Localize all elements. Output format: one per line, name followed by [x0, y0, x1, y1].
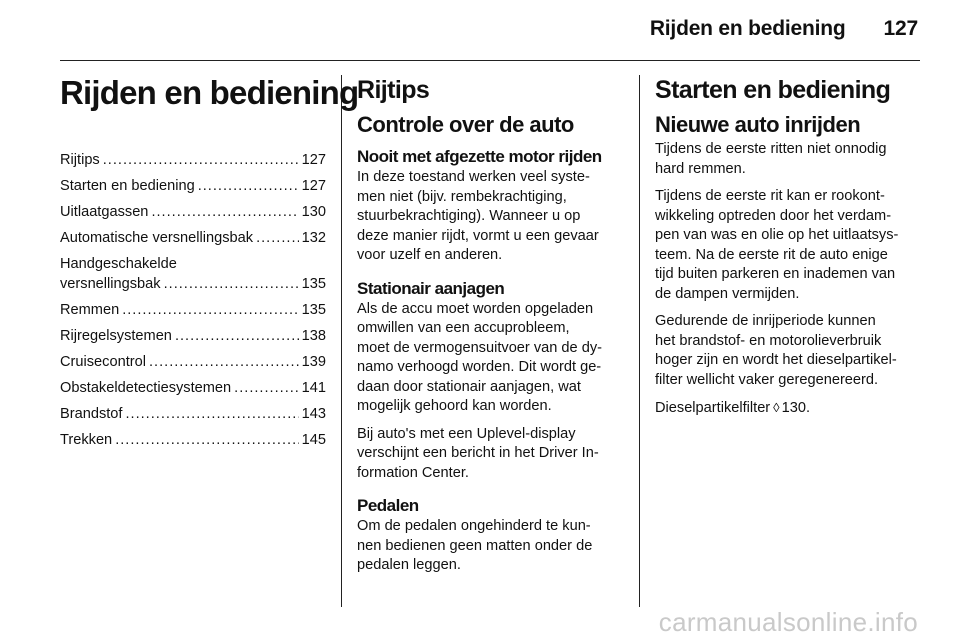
toc-line — [60, 176, 326, 196]
toc-line — [60, 228, 326, 248]
toc-leader-dots — [125, 404, 298, 424]
toc-line — [60, 352, 326, 372]
toc-entry-title: Rijtips — [60, 152, 100, 168]
toc-entry-page[interactable]: 145 — [301, 432, 326, 448]
toc-entry[interactable] — [60, 300, 326, 320]
section-heading: Stationair aanjagen — [357, 278, 505, 298]
toc-entry[interactable] — [60, 176, 326, 196]
starten-subheading: Nieuwe auto inrijden — [655, 112, 861, 137]
rijtips-section — [357, 278, 621, 484]
toc-line — [60, 404, 326, 424]
toc-entry[interactable] — [60, 254, 326, 294]
toc-entry-page[interactable]: 127 — [301, 178, 326, 194]
toc-entry[interactable] — [60, 228, 326, 248]
toc-leader-dots — [151, 202, 298, 222]
rijtips-section — [357, 495, 621, 576]
toc-leader-dots — [256, 228, 299, 248]
toc-entry-title: Cruisecontrol — [60, 354, 146, 370]
xref-label: Dieselpartikelfilter — [655, 400, 771, 416]
table-of-contents — [60, 150, 326, 450]
toc-entry-title: Trekken — [60, 432, 113, 448]
toc-line — [60, 274, 326, 294]
chapter-column — [60, 70, 359, 456]
section-heading: Nooit met afgezette motor rijden — [357, 147, 602, 166]
toc-leader-dots — [234, 378, 298, 398]
text-line: het brandstof- en motorolieverbruik — [655, 332, 882, 349]
text-line: men niet (bijv. rembekrachtiging, — [357, 188, 567, 205]
toc-entry-title: Uitlaatgassen — [60, 204, 149, 220]
body-paragraph — [655, 140, 919, 179]
toc-line — [60, 430, 326, 450]
section-heading: Pedalen — [357, 496, 419, 515]
toc-line — [60, 378, 326, 398]
rijtips-subheading: Controle over de auto — [357, 112, 574, 137]
starten-paragraphs — [655, 140, 919, 390]
toc-entry[interactable] — [60, 404, 326, 424]
toc-entry-title: Obstakeldetectiesystemen — [60, 380, 232, 396]
toc-line — [60, 202, 326, 222]
chapter-title: Rijden en bediening — [60, 74, 359, 111]
text-line: pedalen leggen. — [357, 557, 461, 573]
rijtips-section — [357, 146, 621, 266]
running-header — [650, 17, 918, 41]
toc-line — [60, 326, 326, 346]
toc-entry-page[interactable]: 139 — [301, 354, 326, 370]
toc-entry[interactable] — [60, 352, 326, 372]
text-line: In deze toestand werken veel syste- — [357, 169, 590, 185]
text-line: tijd buiten parkeren en inademen van — [655, 266, 896, 282]
column-divider-2 — [639, 75, 640, 607]
toc-entry-title: Automatische versnellingsbak — [60, 230, 254, 246]
toc-entry[interactable] — [60, 150, 326, 170]
text-line: de dampen vermijden. — [655, 285, 800, 302]
toc-leader-dots — [103, 150, 299, 170]
body-paragraph — [655, 187, 919, 304]
toc-leader-dots — [175, 326, 299, 346]
toc-leader-dots — [149, 352, 299, 372]
text-line: filter wellicht vaker geregenereerd. — [655, 371, 879, 388]
toc-entry-page[interactable]: 132 — [301, 230, 326, 246]
rijtips-sections — [357, 146, 621, 576]
toc-entry-title: Remmen — [60, 302, 120, 318]
text-line: daan door stationair aanjagen, wat — [357, 378, 581, 395]
toc-entry-title: versnellingsbak — [60, 276, 161, 292]
watermark: carmanualsonline.info — [658, 607, 918, 637]
body-paragraph — [357, 300, 621, 417]
toc-entry[interactable] — [60, 202, 326, 222]
text-line: stuurbekrachtiging). Wanneer u op — [357, 208, 581, 224]
text-line: voor uzelf en anderen. — [357, 247, 503, 263]
text-line: Om de pedalen ongehinderd te kun- — [357, 518, 591, 534]
header-page-number: 127 — [883, 17, 918, 40]
toc-entry-page[interactable]: 143 — [301, 406, 326, 422]
text-line: nen bedienen geen matten onder de — [357, 537, 593, 554]
text-line: deze manier rijdt, vormt u een gevaar — [357, 227, 599, 244]
text-line: formation Center. — [357, 464, 469, 481]
rijtips-heading: Rijtips — [357, 76, 430, 104]
text-line: hoger zijn en wordt het dieselpartikel- — [655, 352, 897, 368]
text-line: verschijnt een bericht in het Driver In- — [357, 445, 599, 461]
toc-leader-dots — [115, 430, 298, 450]
toc-entry-page[interactable]: 135 — [301, 276, 326, 292]
text-line: Tijdens de eerste rit kan er rookont- — [655, 188, 885, 204]
text-line: hard remmen. — [655, 160, 746, 177]
text-line: Bij auto's met een Uplevel-display — [357, 425, 576, 442]
column-divider-1 — [341, 75, 342, 607]
toc-entry-page[interactable]: 135 — [301, 302, 326, 318]
toc-leader-dots — [164, 274, 299, 294]
toc-entry-title-line1: Handgeschakelde — [60, 256, 177, 272]
text-line: moet de vermogensuitvoer van de dy- — [357, 339, 602, 356]
text-line: namo verhoogd worden. Dit wordt ge- — [357, 359, 602, 375]
toc-entry[interactable] — [60, 326, 326, 346]
body-paragraph — [357, 425, 621, 484]
body-paragraph — [357, 168, 621, 266]
toc-entry-page[interactable]: 138 — [301, 328, 326, 344]
arrow-reference-icon: ◊ — [773, 400, 780, 415]
xref-page[interactable]: 130. — [781, 400, 811, 416]
header-rule — [60, 60, 920, 61]
body-paragraph — [655, 312, 919, 390]
toc-entry-title: Brandstof — [60, 406, 123, 422]
toc-leader-dots — [122, 300, 298, 320]
toc-leader-dots — [198, 176, 299, 196]
text-line: Gedurende de inrijperiode kunnen — [655, 313, 876, 329]
text-line: wikkeling optreden door het verdam- — [655, 207, 892, 224]
text-line: Als de accu moet worden opgeladen — [357, 300, 594, 317]
toc-entry[interactable] — [60, 430, 326, 450]
toc-line — [60, 150, 326, 170]
toc-entry-title: Rijregelsystemen — [60, 328, 172, 344]
starten-heading: Starten en bediening — [655, 76, 891, 104]
toc-entry-page[interactable]: 130 — [301, 204, 326, 220]
rijtips-column — [357, 70, 621, 588]
text-line: teem. Na de eerste rit de auto enige — [655, 246, 888, 263]
text-line: Tijdens de eerste ritten niet onnodig — [655, 141, 887, 157]
text-line: mogelijk gehoord kan worden. — [357, 398, 552, 414]
text-line: omwillen van een accuprobleem, — [357, 320, 570, 336]
body-paragraph — [357, 517, 621, 576]
toc-line — [60, 300, 326, 320]
header-section-title: Rijden en bediening — [649, 17, 846, 40]
toc-entry[interactable] — [60, 378, 326, 398]
toc-entry-page[interactable]: 127 — [301, 152, 326, 168]
xref-line — [655, 398, 919, 419]
text-line: pen van was en olie op het uitlaatsys- — [655, 227, 899, 243]
starten-column — [655, 70, 919, 427]
toc-entry-page[interactable]: 141 — [301, 380, 326, 396]
toc-entry-title: Starten en bediening — [60, 178, 195, 194]
